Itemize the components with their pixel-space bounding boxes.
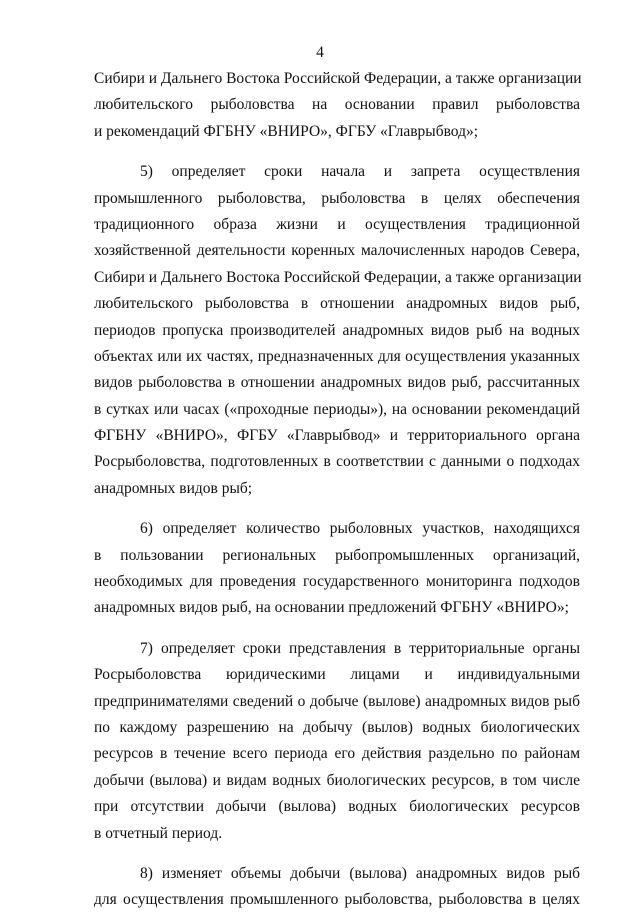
text-line: любительского рыболовства в отношении анадромных видов рыб, (94, 295, 580, 313)
paragraph-gap (94, 847, 580, 861)
paragraph-gap (94, 622, 580, 636)
text-line: необходимых для проведения государственного мониторинга подходов (94, 573, 580, 591)
text-line: добычи (вылова) и видам водных биологических ресурсов, в том числе (94, 771, 580, 789)
text-line: ресурсов в течение всего периода его действия раздельно по районам (94, 745, 580, 763)
text-line: объектах или их частях, предназначенных для осуществления указанных (94, 347, 580, 365)
text-line: любительского рыболовства на основании правил рыболовства (94, 96, 580, 114)
paragraph-p0-continuation (94, 66, 580, 145)
text-line: промышленного рыболовства, рыболовства в целях обеспечения (94, 189, 580, 207)
document-body (94, 66, 580, 914)
text-line: Сибири и Дальнего Востока Российской Федерации, а также организации (94, 268, 582, 286)
paragraph-p8 (94, 861, 580, 914)
text-line: в сутках или часах («проходные периоды»), на основании рекомендаций (94, 400, 580, 418)
paragraph-gap (94, 502, 580, 516)
paragraph-gap (94, 145, 580, 159)
text-line: видов рыболовства в отношении анадромных видов рыб, рассчитанных (94, 374, 580, 392)
text-line: в пользовании региональных рыбопромышленных организаций, (94, 546, 580, 564)
text-line: Росрыболовства, подготовленных в соответствии с данными о подходах (94, 453, 580, 471)
text-line: в отчетный период. (94, 824, 223, 842)
page-number: 4 (316, 44, 324, 61)
text-line: периодов пропуска производителей анадромных видов рыб на водных (94, 321, 580, 339)
text-line: ФГБНУ «ВНИРО», ФГБУ «Главрыбвод» и территориального органа (94, 427, 580, 445)
paragraph-p5 (94, 159, 580, 502)
text-line: традиционного образа жизни и осуществления традиционной (94, 215, 580, 233)
text-line: хозяйственной деятельности коренных малочисленных народов Севера, (94, 242, 580, 260)
text-line: 5) определяет сроки начала и запрета осуществления (140, 163, 580, 181)
text-line: Сибири и Дальнего Востока Российской Федерации, а также организации (94, 70, 582, 87)
text-line: при отсутствии добычи (вылова) водных биологических ресурсов (94, 798, 580, 816)
text-line: и рекомендаций ФГБНУ «ВНИРО», ФГБУ «Главрыбвод»; (94, 122, 479, 140)
text-line: по каждому разрешению на добычу (вылов) водных биологических (94, 718, 580, 736)
text-line: Росрыболовства юридическими лицами и индивидуальными (94, 666, 580, 684)
text-line: 6) определяет количество рыболовных участков, находящихся (140, 520, 580, 538)
paragraph-p6 (94, 516, 580, 622)
text-line: анадромных видов рыб; (94, 479, 253, 497)
text-line: для осуществления промышленного рыболовства, рыболовства в целях (94, 891, 580, 909)
text-line: анадромных видов рыб, на основании предложений ФГБНУ «ВНИРО»; (94, 599, 569, 617)
text-line: предпринимателями сведений о добыче (вылове) анадромных видов рыб (94, 692, 580, 710)
paragraph-p7 (94, 636, 580, 847)
text-line: 8) изменяет объемы добычи (вылова) анадромных видов рыб (140, 864, 580, 882)
text-line: 7) определяет сроки представления в территориальные органы (140, 639, 580, 657)
